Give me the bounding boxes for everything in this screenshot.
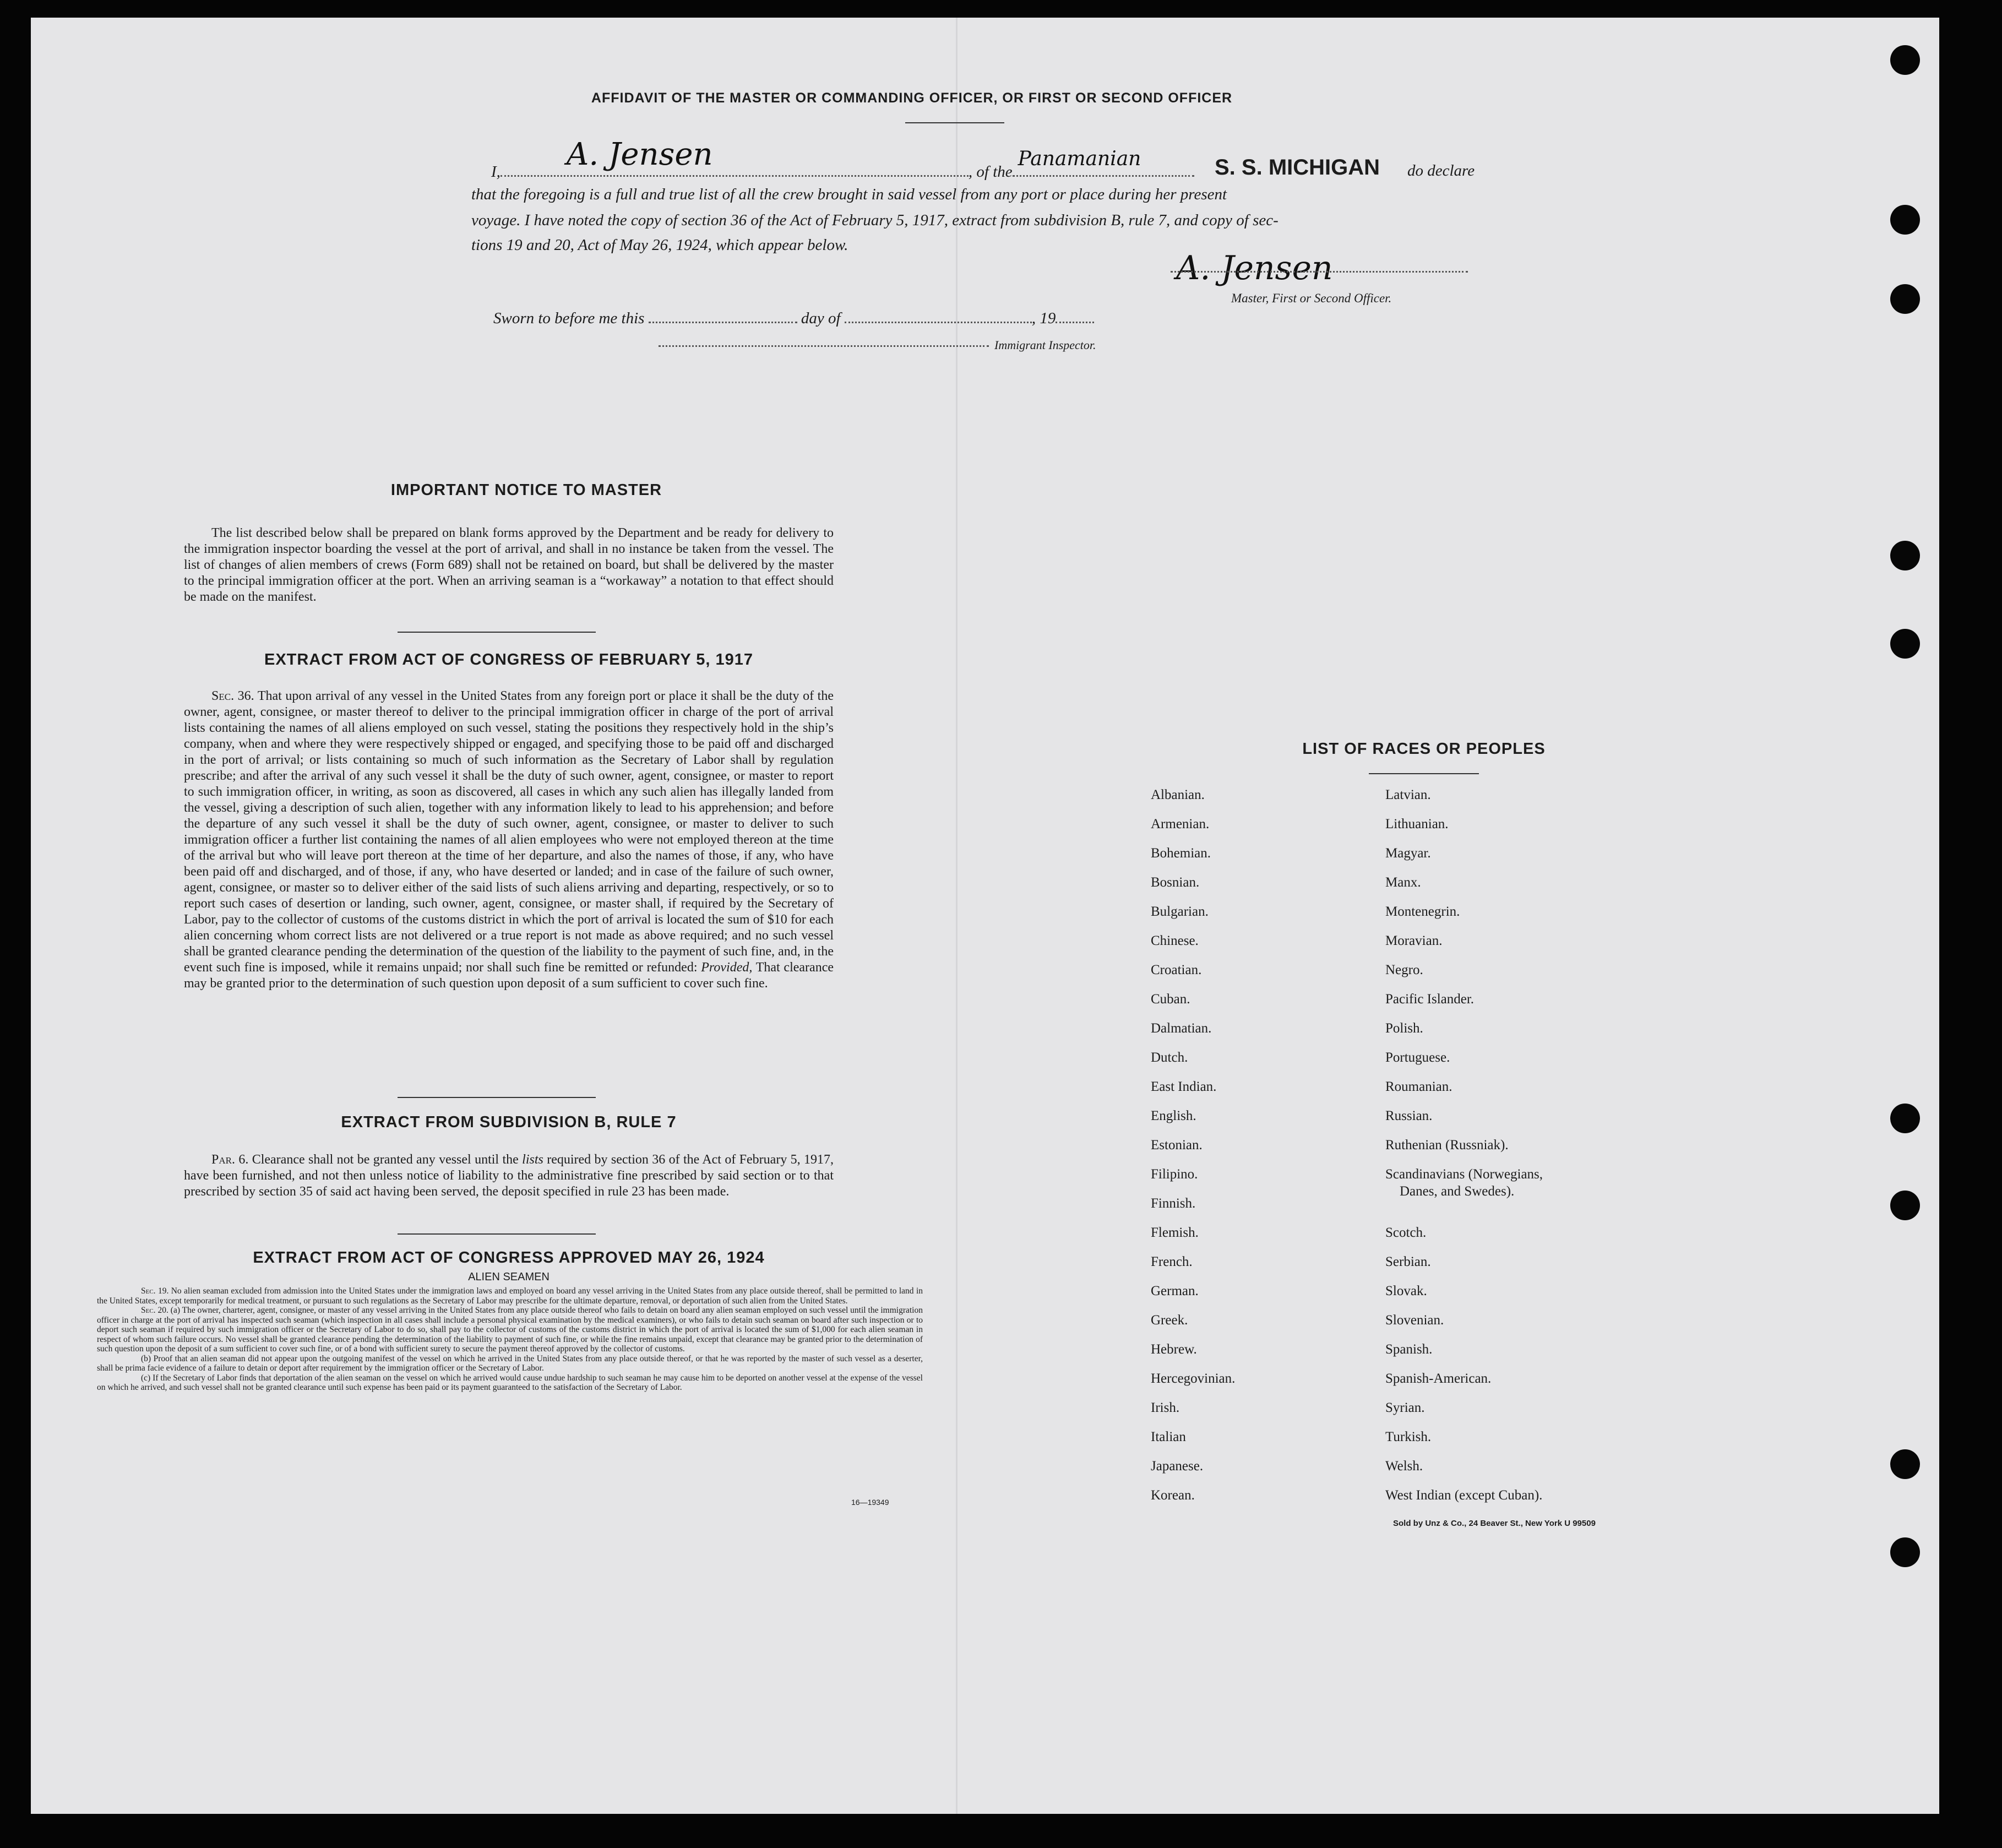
- sec-20b-paragraph: (b) Proof that an alien seaman did not appear upon the outgoing manifest of the vessel on which he arrived in the United States from any place outside thereof, or that he was reported by the master of such vessel as a deserter, shall be prima facie evidence of a failure to detain or deport after requirement by the immigration officer or the Secretary of Labor.: [97, 1354, 923, 1373]
- punch-hole: [1890, 629, 1920, 659]
- do-declare: do declare: [1407, 162, 1475, 180]
- signature-caption: Master, First or Second Officer.: [1231, 291, 1392, 305]
- sworn-year-field: [1056, 322, 1094, 323]
- divider: [905, 122, 1004, 123]
- race-right: Slovak.: [1385, 1284, 1427, 1298]
- signature-line: [1171, 271, 1468, 273]
- race-right-continuation: Danes, and Swedes).: [1400, 1184, 1515, 1199]
- race-left: Italian: [1151, 1430, 1186, 1444]
- extract-1924-body: [97, 1286, 923, 1393]
- race-right: Welsh.: [1385, 1459, 1423, 1474]
- punch-hole: [1890, 1449, 1920, 1479]
- inspector-signature-line: [659, 345, 989, 347]
- sec-19-text: No alien seaman excluded from admission into the United States under the immigration laws and employed on board any vessel arriving in the United States from any place outside thereof, shall be permitted to land in the United States, except temporarily for medical treatment, or pursuant to such regulations as the Secretary of Labor may prescribe for the ultimate departure, removal, or deportation of such alien from the United States.: [97, 1286, 923, 1306]
- race-left: Bosnian.: [1151, 875, 1200, 890]
- race-right: Moravian.: [1385, 933, 1443, 948]
- punch-hole: [1890, 45, 1920, 75]
- race-right: Montenegrin.: [1385, 904, 1460, 919]
- extract-1924-subtitle: ALIEN SEAMEN: [468, 1271, 550, 1283]
- race-left: Estonian.: [1151, 1138, 1203, 1153]
- race-left: Bohemian.: [1151, 846, 1211, 861]
- fold-line: [956, 18, 958, 1814]
- race-right: Turkish.: [1385, 1430, 1432, 1444]
- race-right: Negro.: [1385, 963, 1423, 977]
- race-left: Albanian.: [1151, 787, 1205, 802]
- race-left: German.: [1151, 1284, 1199, 1298]
- race-left: Bulgarian.: [1151, 904, 1209, 919]
- sec-19-paragraph: [97, 1286, 923, 1306]
- master-name-field: [500, 137, 969, 177]
- form-number: 16—19349: [851, 1498, 889, 1507]
- race-left: Filipino.: [1151, 1167, 1198, 1182]
- notice-title: IMPORTANT NOTICE TO MASTER: [390, 481, 662, 499]
- i-label: I,: [491, 163, 500, 181]
- sec-20a-paragraph: [97, 1306, 923, 1354]
- divider: [398, 1097, 596, 1098]
- sec-20a-text: (a) The owner, charterer, agent, consignee, or master of any vessel arriving in the United States from any place outside thereof who fails to detain on board any alien seaman employed on such vessel until the immigration officer in charge at the port of arrival has inspected such seaman (which inspection in all cases shall include a personal physical examination by the medical examiners), or who fails to detain such seaman on board after such inspection or to deport such seaman if required by such immigration officer or the Secretary of Labor to do so, shall pay to the collector of customs of the customs district in which the port of arrival is located the sum of $1,000 for each alien seaman in respect of whom such failure occurs. No vessel shall be granted clearance pending the determination of the liability to payment of such fine, or while the fine remains unpaid, except that clearance may be granted prior to the determination of such question upon the deposit of a sum sufficient to cover such fine, or of a bond with sufficient surety to secure the payment thereof approved by the collector of customs.: [97, 1306, 923, 1354]
- subdivision-title: EXTRACT FROM SUBDIVISION B, RULE 7: [341, 1113, 677, 1131]
- race-left: Armenian.: [1151, 817, 1210, 831]
- race-left: Dutch.: [1151, 1050, 1188, 1065]
- race-left: Korean.: [1151, 1488, 1195, 1503]
- sold-by-imprint: Sold by Unz & Co., 24 Beaver St., New York U 99509: [1393, 1519, 1596, 1528]
- sec-36-text: That upon arrival of any vessel in the United States from any foreign port or place it shall be the duty of the owner, agent, consignee, or master thereof to deliver to the principal immigration officer in charge of the port of arrival lists containing the names of all aliens employed on such vessel, stating the positions they respectively hold in the ship’s company, when and where they were respectively shipped or engaged, and specifying those to be paid off and discharged in the port of arrival; or lists containing so much of such information as the Secretary of Labor shall by regulation prescribe; and after the arrival of any such vessel it shall be the duty of such owner, agent, consignee, or master to report to such immigration officer, in writing, as soon as discovered, all cases in which any such alien has illegally landed from the vessel, giving a description of such alien, together with any information likely to lead to his apprehension; and before the departure of any such vessel it shall be the duty of such owner, agent, consignee, or master to deliver to such immigration officer a further list containing the names of all alien employees who were not employed thereon at the time of the arrival but who will leave port thereon at the time of her departure, and also the names of those, if any, who have been paid off and discharged, and of those, if any, who have deserted or landed; and in case of the failure of such owner, agent, consignee, or master so to deliver either of the said lists of such aliens arriving and departing, respectively, or so to report such cases of desertion or landing, such owner, agent, consignee, or master shall, if required by the Secretary of Labor, pay to the collector of customs of the customs district in which the port of arrival is located the sum of $10 for each alien concerning whom correct lists are not delivered or a true report is not made as above required; and no such vessel shall be granted clearance pending the determination of the question of the liability to the payment of such fine, and, in the event such fine is imposed, while it remains unpaid; nor shall such fine be remitted or refunded:: [184, 689, 834, 975]
- race-left: French.: [1151, 1254, 1193, 1269]
- notice-body: The list described below shall be prepared on blank forms approved by the Department and be ready for delivery to the immigration inspector boarding the vessel at the port of arrival, and shall in no instance be taken from the vessel. The list of changes of alien members of crews (Form 689) shall not be retained on board, but shall be delivered by the master to the principal immigration officer at the port. When an arriving seaman is a “workaway” a notation to that effect should be made on the manifest.: [184, 526, 834, 604]
- race-left: Irish.: [1151, 1400, 1180, 1415]
- race-right: Spanish.: [1385, 1342, 1433, 1357]
- race-right: Slovenian.: [1385, 1313, 1444, 1328]
- race-left: Flemish.: [1151, 1225, 1199, 1240]
- race-right: Polish.: [1385, 1021, 1423, 1036]
- affidavit-line2: that the foregoing is a full and true list of all the crew brought in said vessel from any port or place during her present: [471, 186, 1227, 203]
- affidavit-title: AFFIDAVIT OF THE MASTER OR COMMANDING OFFICER, OR FIRST OR SECOND OFFICER: [591, 90, 1233, 106]
- race-left: East Indian.: [1151, 1079, 1217, 1094]
- nationality-field: [1013, 148, 1194, 177]
- race-right: Latvian.: [1385, 787, 1431, 802]
- race-right: Serbian.: [1385, 1254, 1431, 1269]
- punch-hole: [1890, 1191, 1920, 1220]
- nationality-handwritten: Panamanian: [1018, 148, 1141, 170]
- race-right: Roumanian.: [1385, 1079, 1452, 1094]
- race-right: Pacific Islander.: [1385, 992, 1475, 1007]
- sec-19-label: Sec. 19.: [141, 1286, 169, 1296]
- extract-1917-body: [184, 688, 834, 992]
- day-of-label: day of: [801, 309, 841, 327]
- sworn-month-field: [845, 322, 1032, 323]
- race-left: Chinese.: [1151, 933, 1199, 948]
- race-right: Spanish-American.: [1385, 1371, 1492, 1386]
- year-prefix: , 19: [1031, 309, 1056, 327]
- race-left: Greek.: [1151, 1313, 1188, 1328]
- punch-hole: [1890, 541, 1920, 570]
- race-right: Magyar.: [1385, 846, 1431, 861]
- divider: [398, 1233, 596, 1235]
- sec-20-label: Sec. 20.: [141, 1306, 168, 1315]
- race-left: Hercegovinian.: [1151, 1371, 1236, 1386]
- affidavit-line4: tions 19 and 20, Act of May 26, 1924, which appear below.: [471, 236, 848, 254]
- race-right: West Indian (except Cuban).: [1385, 1488, 1543, 1503]
- punch-hole: [1890, 1104, 1920, 1133]
- par-6-text-a: Clearance shall not be granted any vessel until the: [252, 1153, 519, 1167]
- punch-hole: [1890, 284, 1920, 314]
- race-left: Croatian.: [1151, 963, 1202, 977]
- divider: [398, 632, 596, 633]
- race-right: Ruthenian (Russniak).: [1385, 1138, 1509, 1153]
- affidavit-line3: voyage. I have noted the copy of section 36 of the Act of February 5, 1917, extract from subdivision B, rule 7, and copy of sec-: [471, 211, 1279, 229]
- races-title: LIST OF RACES OR PEOPLES: [1302, 740, 1546, 758]
- race-left: Hebrew.: [1151, 1342, 1197, 1357]
- race-right: Russian.: [1385, 1108, 1433, 1123]
- provided-label: Provided,: [701, 960, 753, 975]
- master-signature: A. Jensen: [1176, 249, 1333, 287]
- race-left: Cuban.: [1151, 992, 1190, 1007]
- provided-text: That clearance may be granted prior to the determination of such question upon deposit of a sum sufficient to cover such fine.: [184, 960, 834, 991]
- race-left: English.: [1151, 1108, 1196, 1123]
- subdivision-body: [184, 1152, 834, 1200]
- extract-1924-title: EXTRACT FROM ACT OF CONGRESS APPROVED MAY 26, 1924: [253, 1249, 765, 1267]
- race-right: Scotch.: [1385, 1225, 1427, 1240]
- master-name-handwritten: A. Jensen: [566, 137, 713, 172]
- race-left: Japanese.: [1151, 1459, 1204, 1474]
- race-left: Dalmatian.: [1151, 1021, 1212, 1036]
- race-right: Syrian.: [1385, 1400, 1425, 1415]
- race-left: Finnish.: [1151, 1196, 1196, 1211]
- sworn-line: [493, 309, 1094, 328]
- affidavit-line1: [491, 137, 1194, 181]
- lists-word: lists: [522, 1153, 543, 1167]
- race-right: Manx.: [1385, 875, 1421, 890]
- punch-hole: [1890, 205, 1920, 235]
- vessel-name: S. S. MICHIGAN: [1215, 155, 1380, 180]
- race-right: Lithuanian.: [1385, 817, 1449, 831]
- punch-hole: [1890, 1537, 1920, 1567]
- race-right: Scandinavians (Norwegians,: [1385, 1167, 1543, 1182]
- inspector-caption: Immigrant Inspector.: [994, 338, 1096, 352]
- par-6-text-b: required by section 36 of the Act of February 5, 1917, have been furnished, and not then unless notice of liability to the administrative fine prescribed by said section or to that prescribed by section 35 of said act having been served, the deposit specified in rule 23 has been made.: [184, 1153, 834, 1199]
- sec-20c-paragraph: (c) If the Secretary of Labor finds that deportation of the alien seaman on the vessel on which he arrived would cause undue hardship to such seaman he may cause him to be deported on another vessel at the expense of the vessel on which he arrived, and such vessel shall not be granted clearance until such expense has been paid or its payment guaranteed to the satisfaction of the Secretary of Labor.: [97, 1373, 923, 1392]
- of-the-label: , of the: [968, 163, 1013, 181]
- race-right: Portuguese.: [1385, 1050, 1450, 1065]
- extract-1917-title: EXTRACT FROM ACT OF CONGRESS OF FEBRUARY 5, 1917: [264, 651, 754, 668]
- sworn-before-label: Sworn to before me this: [493, 309, 645, 327]
- divider: [1369, 773, 1479, 774]
- sworn-day-field: [649, 322, 797, 323]
- sec-36-label: Sec. 36.: [211, 689, 254, 703]
- document-page: [31, 18, 1939, 1814]
- par-6-label: Par. 6.: [211, 1153, 249, 1167]
